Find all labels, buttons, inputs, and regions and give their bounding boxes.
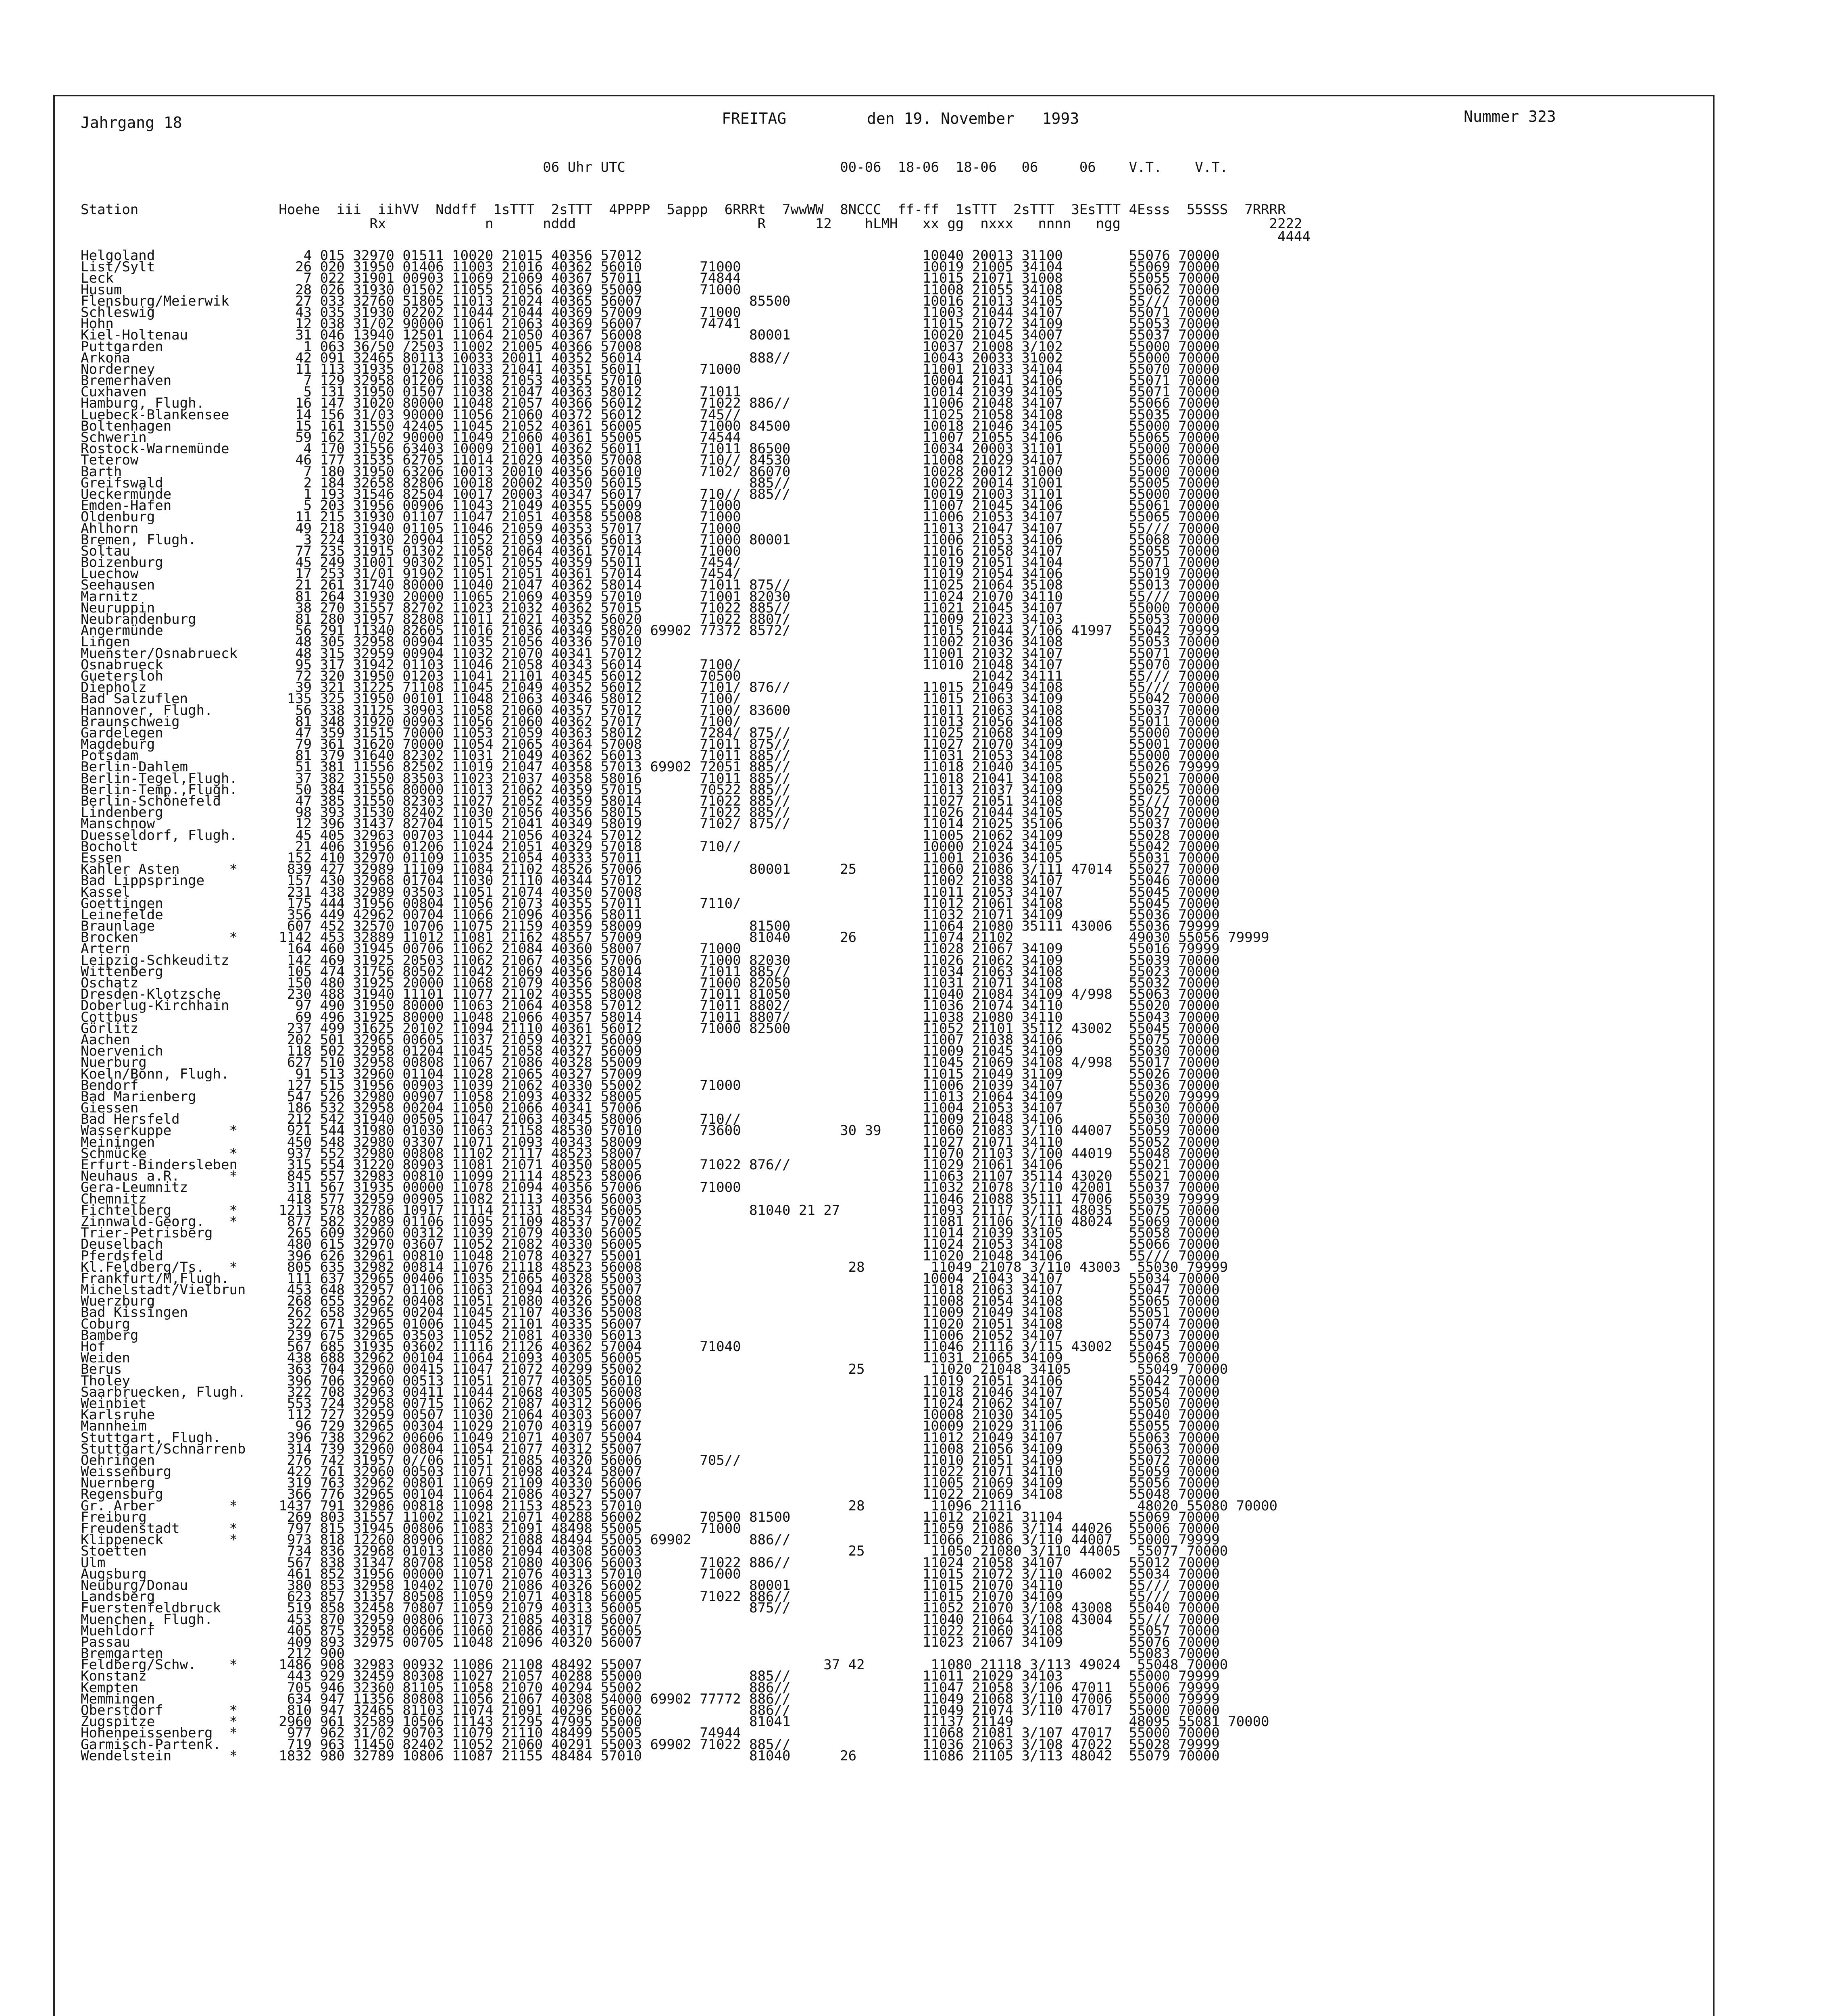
- station-row: Marnitz 81 264 31930 20000 11065 21069 40359 57010 71001 82030 11024 21070 34110 55/// 70000: [81, 588, 1220, 605]
- station-row: Bamberg 239 675 32965 03503 11052 21081 40330 56013 11006 21052 34107 55073 70000: [81, 1327, 1220, 1343]
- station-row: Duesseldorf, Flugh. 45 405 32963 00703 11044 21056 40324 57012 11005 21062 34109 55028 70000: [81, 827, 1220, 843]
- station-row: Nuernberg 319 763 32962 00801 11069 21109 40330 56006 11005 21069 34109 55056 70000: [81, 1475, 1220, 1491]
- station-row: Kl.Feldberg/Ts. * 805 635 32982 00814 11076 21118 48523 56008 28 11049 21078 3/110 43003 55030 79999: [81, 1259, 1228, 1275]
- station-row: Braunlage 607 452 32570 10706 11075 21159 40359 58009 81500 11064 21080 35111 43006 55036 79999: [81, 918, 1220, 935]
- station-row: Ahlhorn 49 218 31940 01105 11046 21059 40353 57017 71000 11013 21047 34107 55/// 70000: [81, 520, 1220, 537]
- station-row: Saarbruecken, Flugh. 322 708 32963 00411 11044 21068 40305 56008 11018 21046 34107 55054 70000: [81, 1384, 1220, 1400]
- station-row: Norderney 11 113 31935 01208 11033 21041 40351 56011 71000 11001 21033 34104 55070 70000: [81, 361, 1220, 377]
- station-row: Stuttgart, Flugh. 396 738 32962 00606 11049 21071 40307 55004 11012 21049 34107 55063 70000: [81, 1429, 1220, 1446]
- station-row: Neuruppin 38 270 31557 82702 11023 21032 40362 57015 71022 885// 11021 21045 34107 55000 70000: [81, 600, 1220, 616]
- station-row: Garmisch-Partenk. 719 963 11450 82402 11052 21060 40291 55003 69902 71022 885// 11036 21063 3/108 47022 55028 79999: [81, 1736, 1220, 1753]
- station-row: Teterow 46 177 31535 62705 11014 21029 40350 57008 710// 84530 11008 21029 34107 55006 70000: [81, 452, 1220, 469]
- station-row: Pferdsfeld 396 626 32961 00810 11048 21078 40327 55001 11020 21048 34106 55/// 70000: [81, 1248, 1220, 1264]
- station-row: Luebeck-Blankensee 14 156 31/03 90000 11056 21060 40372 56012 745// 11025 21058 34108 55035 70000: [81, 406, 1220, 423]
- station-row: Berlin-Dahlem 51 381 11556 82502 11019 21047 40358 57013 69902 72051 885// 11018 21040 34105 55026 79999: [81, 759, 1220, 775]
- station-row: Freiburg 269 803 31557 11002 11021 21071 40288 56002 70500 81500 11012 21021 31104 55069 70000: [81, 1509, 1220, 1525]
- station-row: Augsburg 461 852 31956 00000 11071 21076 40313 57010 71000 11015 21072 3/110 46002 55034 70000: [81, 1566, 1220, 1582]
- station-row: Neubrandenburg 81 280 31957 82808 11011 21021 40352 56020 71022 8807/ 11009 21023 34103 55053 70000: [81, 611, 1220, 627]
- station-row: Muehldorf 405 875 32958 00606 11060 21086 40317 56005 11022 21060 34108 55057 70000: [81, 1622, 1220, 1639]
- station-row: Giessen 186 532 32958 00204 11050 21066 40341 57006 11004 21053 34107 55030 70000: [81, 1100, 1220, 1116]
- station-row: Freudenstadt * 797 815 31945 00806 11083 21091 48498 55005 71000 11059 21086 3/114 44026 55006 70000: [81, 1520, 1220, 1537]
- station-row: Angermünde 56 291 11340 82605 11016 21036 40349 58020 69902 77372 8572/ 11015 21044 3/106 41997 55042 79999: [81, 623, 1220, 639]
- station-row: Guetersloh 72 320 31950 01203 11041 21101 40345 56012 70500 21042 34111 55/// 70000: [81, 668, 1220, 684]
- station-row: Cottbus 69 496 31925 80000 11048 21066 40357 58014 71011 8807/ 11038 21080 34110 55043 70000: [81, 1009, 1220, 1025]
- station-row: Kiel-Holtenau 31 046 13940 12501 11064 21050 40367 56008 80001 10020 21045 34007 55037 70000: [81, 327, 1220, 344]
- station-row: Manschnow 12 396 31437 82704 11015 21041 40349 58019 7102/ 875// 11014 21025 35106 55037 70000: [81, 816, 1220, 832]
- station-table: [81, 250, 1277, 1762]
- station-row: Barth 7 180 31950 63206 10013 20010 40356 56010 7102/ 86070 10028 20012 31000 55000 70000: [81, 463, 1220, 480]
- station-row: Michelstadt/Vielbrun 453 648 32957 01106 11063 21094 40326 55007 11018 21063 34107 55047 70000: [81, 1282, 1220, 1298]
- station-row: Bad Kissingen 262 658 32965 00204 11045 21107 40336 55008 11009 21049 34108 55051 70000: [81, 1304, 1220, 1321]
- station-row: Fuerstenfeldbruck 519 858 32458 70807 11059 21079 40313 56005 875// 11052 21070 3/108 43008 55040 70000: [81, 1600, 1220, 1616]
- column-header-line-3: Rx n nddd R 12 hLMH xx gg nxxx nnnn ngg 2222: [81, 216, 1302, 232]
- station-row: Artern 164 460 31945 00706 11062 21084 40360 58007 71000 11028 21067 34109 55016 79999: [81, 941, 1220, 957]
- station-row: Lingen 48 305 32958 00904 11035 21056 40336 57010 11002 21036 34108 55053 70000: [81, 634, 1220, 650]
- station-row: Greifswald 2 184 32658 82806 10018 20002 40350 56015 885// 10022 20014 31001 55005 70000: [81, 475, 1220, 491]
- station-row: Gera-Leumnitz 311 567 31935 00000 11078 21094 40356 57006 71000 11032 21078 3/110 42001 55037 70000: [81, 1179, 1220, 1196]
- station-row: Schwerin 59 162 31/02 90000 11049 21060 40361 55005 74544 11007 21055 34106 55065 70000: [81, 429, 1220, 446]
- station-row: Feldberg/Schw. * 1486 908 32983 00932 11086 21108 48492 55007 37 42 11080 21118 3/113 49024 55048 70000: [81, 1657, 1228, 1673]
- station-row: Tholey 396 706 32960 00513 11051 21077 40305 56010 11019 21051 34106 55042 70000: [81, 1372, 1220, 1389]
- station-row: Helgoland 4 015 32970 01511 10020 21015 40356 57012 10040 20013 31100 55076 70000: [81, 248, 1220, 264]
- station-row: Wasserkuppe * 921 544 31980 01030 11063 21158 48530 57010 73600 30 39 11060 21083 3/110 44007 55059 70000: [81, 1123, 1220, 1139]
- station-row: Leipzig-Schkeuditz 142 469 31925 20503 11062 21067 40356 57006 71000 82030 11026 21062 34109 55039 70000: [81, 952, 1220, 968]
- station-row: Trier-Petrisberg 265 609 32960 00312 11039 21079 40330 56005 11014 21039 33105 55058 70000: [81, 1225, 1220, 1241]
- station-row: Deuselbach 480 615 32970 03607 11052 21082 40330 56005 11024 21053 34108 55066 70000: [81, 1236, 1220, 1253]
- station-row: Weissenburg 422 761 32960 00503 11071 21098 40324 58007 11022 21071 34110 55059 70000: [81, 1464, 1220, 1480]
- station-row: Leck 7 022 31901 00903 11069 21069 40367 57011 74844 11015 21071 31008 55055 70000: [81, 270, 1220, 287]
- volume-label: Jahrgang 18: [81, 114, 182, 131]
- station-row: Puttgarden 1 063 36/50 /2503 11002 21005 40366 57008 10037 21008 3/102 55000 70000: [81, 338, 1220, 355]
- station-row: Noervenich 118 502 32958 01204 11045 21058 40327 56009 11009 21045 34109 55030 70000: [81, 1043, 1220, 1060]
- station-row: Berlin-Tegel,Flugh. 37 382 31550 83503 11023 21037 40358 58016 71011 885// 11018 21041 34108 55021 70000: [81, 770, 1220, 787]
- station-row: Oschatz 150 480 31925 20000 11068 21079 40356 58008 71000 82050 11031 21071 34108 55032 70000: [81, 975, 1220, 991]
- station-row: Meiningen 450 548 32980 03307 11071 21093 40343 58009 11027 21071 34110 55052 70000: [81, 1134, 1220, 1150]
- station-row: Muenchen, Flugh. 453 870 32959 00806 11073 21085 40318 56007 11040 21064 3/108 43004 55/// 70000: [81, 1611, 1220, 1628]
- station-row: Essen 152 410 32970 01109 11035 21054 40333 57011 11001 21036 34105 55031 70000: [81, 850, 1220, 866]
- station-row: Gardelegen 47 359 31515 70000 11053 21059 40363 58012 7284/ 875// 11025 21068 34109 55000 70000: [81, 725, 1220, 741]
- station-row: List/Sylt 26 020 31950 01406 11003 21016 40362 56010 71000 10019 21005 34104 55069 70000: [81, 259, 1220, 275]
- station-row: Neuhaus a.R. * 845 557 32983 00810 11099 21114 48523 58006 11063 21107 35114 43020 55021 70000: [81, 1168, 1220, 1185]
- station-row: Görlitz 237 499 31625 20102 11094 21110 40361 56012 71000 82500 11052 21101 35112 43002 55045 70000: [81, 1020, 1220, 1037]
- station-row: Schleswig 43 035 31930 02202 11044 21044 40369 57009 71000 11003 21044 34107 55071 70000: [81, 304, 1220, 321]
- station-row: Wendelstein * 1832 980 32789 10806 11087 21155 48484 57010 81040 26 11086 21105 3/113 48042 55079 70000: [81, 1747, 1220, 1764]
- station-row: Berlin-Schönefeld 47 385 31550 82303 11027 21052 40359 58014 71022 885// 11027 21051 34108 55/// 70000: [81, 793, 1220, 809]
- station-row: Karlsruhe 112 727 32959 00507 11030 21064 40303 56007 10008 21030 34105 55040 70000: [81, 1407, 1220, 1423]
- station-row: Konstanz 443 929 32459 80308 11027 21057 40288 55000 885// 11011 21029 34103 55000 79999: [81, 1668, 1220, 1685]
- column-header-line-2: Station Hoehe iii iihVV Nddff 1sTTT 2sTTT 4PPPP 5appp 6RRRt 7wwWW 8NCCC ff-ff 1sTTT 2sTTT 3EsTTT 4Esss 55SSS 7RRRR: [81, 202, 1286, 218]
- station-row: Hannover, Flugh. 56 338 31125 30903 11058 21060 40357 57012 7100/ 83600 11011 21063 34108 55037 70000: [81, 702, 1220, 719]
- station-row: Doberlug-Kirchhain 97 490 31950 80000 11063 21064 40358 57012 71011 8802/ 11036 21074 34110 55020 70000: [81, 998, 1220, 1014]
- station-row: Seehausen 21 261 31740 80000 11040 21047 40362 58014 71011 875// 11025 21064 35108 55013 70000: [81, 577, 1220, 594]
- station-row: Goettingen 175 444 31956 00804 11056 21073 40355 57011 7110/ 11012 21061 34108 55045 70000: [81, 895, 1220, 912]
- station-row: Regensburg 366 776 32965 00104 11064 21086 40327 55007 11022 21069 34108 55048 70000: [81, 1486, 1220, 1503]
- station-row: Landsberg 623 857 31357 80508 11059 21071 40318 56005 71022 886// 11015 21070 34109 55/// 70000: [81, 1589, 1220, 1605]
- station-row: Schmücke * 937 552 32980 00808 11102 21117 48523 58007 11070 21103 3/100 44019 55048 70000: [81, 1145, 1220, 1162]
- station-row: Hof 567 685 31935 03602 11116 21126 40362 57004 71040 11046 21116 3/115 43002 55045 70000: [81, 1339, 1220, 1355]
- station-row: Nuerburg 627 510 32958 00808 11067 21086 40328 55009 11045 21069 34108 4/998 55017 70000: [81, 1054, 1220, 1071]
- station-row: Hamburg, Flugh. 16 147 31020 80000 11048 21057 40366 56012 71022 886// 11006 21048 34107 55066 70000: [81, 395, 1220, 412]
- station-row: Stoetten 734 836 32968 01013 11080 21094 40308 56003 25 11050 21080 3/110 44005 55077 70000: [81, 1543, 1228, 1560]
- station-row: Diepholz 39 321 31225 71108 11045 21049 40352 56012 7101/ 876// 11015 21049 34108 55/// 70000: [81, 679, 1220, 696]
- station-row: Weiden 438 688 32962 00104 11064 21093 40305 56005 11031 21065 34109 55068 70000: [81, 1350, 1220, 1366]
- column-header-line-4: 4444: [81, 229, 1310, 245]
- station-row: Koeln/Bonn, Flugh. 91 513 32960 01104 11028 21065 40327 57009 11015 21049 31109 55026 70000: [81, 1066, 1220, 1082]
- station-row: Boltenhagen 15 161 31550 42405 11045 21052 40361 56005 71000 84500 10018 21046 34105 55000 70000: [81, 418, 1220, 434]
- issue-number: Nummer 323: [1464, 108, 1556, 125]
- station-row: Ulm 567 838 31347 80708 11058 21080 40306 56003 71022 886// 11024 21058 34107 55012 70000: [81, 1554, 1220, 1571]
- station-row: Ueckermünde 1 193 31546 82504 10017 20003 40347 56017 710// 885// 10019 21003 31101 55000 70000: [81, 486, 1220, 502]
- station-row: Kempten 705 946 32360 81105 11058 21070 40294 55002 886// 11047 21058 3/106 47011 55006 79999: [81, 1679, 1220, 1696]
- station-row: Potsdam 81 379 31640 82302 11031 21049 40362 56013 71011 885// 11031 21053 34108 55000 70000: [81, 748, 1220, 764]
- station-row: Zugspitze * 2960 961 32589 10506 11143 21295 47995 55000 81041 11137 21149 48095 55081 70000: [81, 1714, 1269, 1730]
- station-row: Bad Lippspringe 157 430 32968 01704 11030 21110 40344 57012 11002 21038 34107 55046 70000: [81, 873, 1220, 889]
- station-row: Bad Marienberg 547 526 32980 00907 11058 21093 40332 58005 11013 21064 34109 55020 79999: [81, 1088, 1220, 1105]
- station-row: Erfurt-Bindersleben 315 554 31220 80903 11081 21071 40350 58005 71022 876// 11029 21061 34106 55021 70000: [81, 1157, 1220, 1173]
- station-row: Osnabrueck 95 317 31942 01103 11046 21058 40343 56014 7100/ 11010 21048 34107 55070 70000: [81, 656, 1220, 673]
- station-row: Husum 28 026 31930 01502 11055 21056 40369 55009 71000 11008 21055 34108 55062 70000: [81, 281, 1220, 298]
- station-row: Oehringen 276 742 31957 0//06 11051 21085 40320 56006 705// 11010 21051 34109 55072 70000: [81, 1452, 1220, 1468]
- station-row: Coburg 322 671 32965 01006 11045 21101 40335 56007 11020 21051 34108 55074 70000: [81, 1316, 1220, 1332]
- station-row: Berlin-Temp.,Flugh. 50 384 31556 80000 11013 21062 40359 57015 70522 885// 11013 21037 34109 55025 70000: [81, 781, 1220, 798]
- station-row: Hohenpeissenberg * 977 962 31/02 90703 11079 21110 48499 55005 74944 11068 21081 3/107 47017 55000 70000: [81, 1725, 1220, 1741]
- station-row: Oldenburg 11 215 31930 01107 11047 21051 40358 55008 71000 11006 21053 34107 55065 70000: [81, 509, 1220, 525]
- station-row: Berus 363 704 32960 00415 11047 21072 40299 55002 25 11020 21048 34105 55049 70000: [81, 1361, 1228, 1378]
- station-row: Cuxhaven 5 131 31950 01507 11038 21047 40363 58012 71011 10014 21039 34105 55071 70000: [81, 384, 1220, 400]
- station-row: Lindenberg 98 393 31530 82402 11030 21056 40356 58015 71022 885// 11026 21044 34105 55027 70000: [81, 804, 1220, 821]
- station-row: Bendorf 127 515 31956 00903 11039 21062 40330 55002 71000 11006 21039 34107 55036 70000: [81, 1077, 1220, 1093]
- station-row: Aachen 202 501 32965 00605 11037 21059 40321 56009 11007 21038 34106 55075 70000: [81, 1031, 1220, 1048]
- station-row: Bad Hersfeld 212 542 31940 00505 11047 21063 40345 58006 710// 11009 21048 34106 55030 70000: [81, 1111, 1220, 1128]
- station-row: Luechow 17 253 31/01 91902 11051 21051 40361 57014 7454/ 11019 21054 34106 55019 70000: [81, 566, 1220, 582]
- station-row: Zinnwald-Georg. * 877 582 32989 01106 11095 21109 48537 57002 11081 21106 3/110 48024 55069 70000: [81, 1213, 1220, 1230]
- station-row: Fichtelberg * 1213 578 32786 10917 11114 21131 48534 56005 81040 21 27 11093 21117 3/111 48035 55075 70000: [81, 1202, 1220, 1218]
- station-row: Weinbiet 553 724 32958 00715 11062 21087 40312 56006 11024 21062 34107 55050 70000: [81, 1395, 1220, 1412]
- station-row: Bremgarten 212 900 55083 70000: [81, 1645, 1220, 1662]
- station-row: Braunschweig 81 348 31920 00903 11056 21060 40362 57017 7100/ 11013 21056 34108 55011 70000: [81, 713, 1220, 730]
- station-row: Magdeburg 79 361 31620 70000 11054 21065 40364 57008 71011 875// 11027 21070 34109 55001 70000: [81, 736, 1220, 753]
- station-row: Passau 409 893 32975 00705 11048 21096 40320 56007 11023 21067 34109 55076 70000: [81, 1634, 1220, 1650]
- station-row: Bad Salzuflen 135 325 31950 00101 11048 21063 40346 58012 7100/ 11015 21063 34109 55042 70000: [81, 691, 1220, 707]
- column-header-line-1: 06 Uhr UTC 00-06 18-06 18-06 06 06 V.T. V.T.: [81, 159, 1228, 175]
- station-row: Boizenburg 45 249 31001 90302 11051 21055 40359 55011 7454/ 11019 21051 34104 55071 70000: [81, 554, 1220, 571]
- station-row: Bocholt 21 406 31956 01206 11024 21051 40329 57018 710// 10000 21024 34105 55042 70000: [81, 838, 1220, 855]
- station-row: Bremerhaven 7 129 32958 01206 11038 21053 40355 57010 10004 21041 34106 55071 70000: [81, 373, 1220, 389]
- station-row: Rostock-Warnemünde 4 170 31556 63403 10009 21001 40362 56011 71011 86500 10034 20003 31101 55000 70000: [81, 441, 1220, 457]
- station-row: Wuerzburg 268 655 32962 00408 11051 21080 40326 55008 11008 21054 34108 55065 70000: [81, 1293, 1220, 1310]
- station-row: Kassel 231 438 32989 03503 11051 21074 40350 57008 11011 21053 34107 55045 70000: [81, 884, 1220, 900]
- date-label: den 19. November 1993: [867, 110, 1079, 127]
- station-row: Wittenberg 105 474 31756 80502 11042 21069 40356 58014 71011 885// 11034 21063 34108 55023 70000: [81, 963, 1220, 980]
- station-row: Soltau 77 235 31915 01302 11058 21064 40361 57014 71000 11016 21058 34107 55055 70000: [81, 543, 1220, 559]
- station-row: Gr. Arber * 1437 791 32986 00818 11098 21153 48523 57010 28 11096 21116 48020 55080 70000: [81, 1497, 1278, 1514]
- station-row: Klippeneck * 973 818 12260 80906 11082 21088 48494 55005 69902 886// 11066 21086 3/110 44007 55000 79999: [81, 1532, 1220, 1548]
- station-row: Neuburg/Donau 380 853 32958 10402 11070 21086 40326 56002 80001 11015 21070 34110 55/// 70000: [81, 1577, 1220, 1593]
- station-row: Kahler Asten * 839 427 32989 11109 11084 21102 48526 57006 80001 25 11060 21086 3/111 47014 55027 70000: [81, 861, 1220, 878]
- station-row: Hohn 12 038 31/02 90000 11061 21063 40369 56007 74741 11015 21072 34109 55053 70000: [81, 316, 1220, 332]
- station-row: Frankfurt/M,Flugh. 111 637 32965 00406 11035 21065 40328 55003 10004 21043 34107 55034 70000: [81, 1270, 1220, 1287]
- station-row: Leinefelde 356 449 42962 00704 11066 21096 40356 58011 11032 21071 34109 55036 70000: [81, 906, 1220, 923]
- station-row: Emden-Hafen 5 203 31956 00906 11043 21049 40355 55009 71000 11007 21045 34106 55061 70000: [81, 498, 1220, 514]
- station-row: Chemnitz 418 577 32959 00905 11082 21113 40356 56003 11046 21088 35111 47006 55039 79999: [81, 1191, 1220, 1207]
- station-row: Bremen, Flugh. 3 224 31930 20904 11052 21059 40356 56013 71000 80001 11006 21053 34106 55068 70000: [81, 531, 1220, 548]
- station-row: Arkona 42 091 32465 80113 10033 20011 40352 56014 888// 10043 20033 31002 55000 70000: [81, 350, 1220, 366]
- weekday-label: FREITAG: [722, 110, 787, 127]
- station-row: Brocken * 1142 453 32889 11012 11081 21162 48557 57009 81040 26 11074 21102 49030 55056 79999: [81, 929, 1269, 946]
- station-row: Muenster/Osnabrueck 48 315 32959 00904 11032 21070 40341 57012 11001 21032 34107 55071 70000: [81, 645, 1220, 662]
- station-row: Dresden-Klotzsche 230 488 31940 11101 11077 21102 40355 58008 71011 81050 11040 21084 34109 4/998 55063 70000: [81, 986, 1220, 1003]
- station-row: Mannheim 96 729 32965 00304 11029 21070 40319 56007 10009 21029 31106 55055 70000: [81, 1418, 1220, 1435]
- station-row: Stuttgart/Schnarrenb 314 739 32960 00804 11054 21077 40312 55007 11008 21056 34109 55063 70000: [81, 1441, 1220, 1457]
- station-row: Flensburg/Meierwik 27 033 32760 51805 11013 21024 40365 56007 85500 10016 21013 34105 55/// 70000: [81, 293, 1220, 309]
- station-row: Memmingen 634 947 11356 80808 11056 21067 40308 54000 69902 77772 886// 11049 21068 3/110 47006 55000 79999: [81, 1691, 1220, 1707]
- station-row: Oberstdorf * 810 947 32465 81103 11074 21091 40296 56002 886// 11049 21074 3/110 47017 55000 70000: [81, 1702, 1220, 1718]
